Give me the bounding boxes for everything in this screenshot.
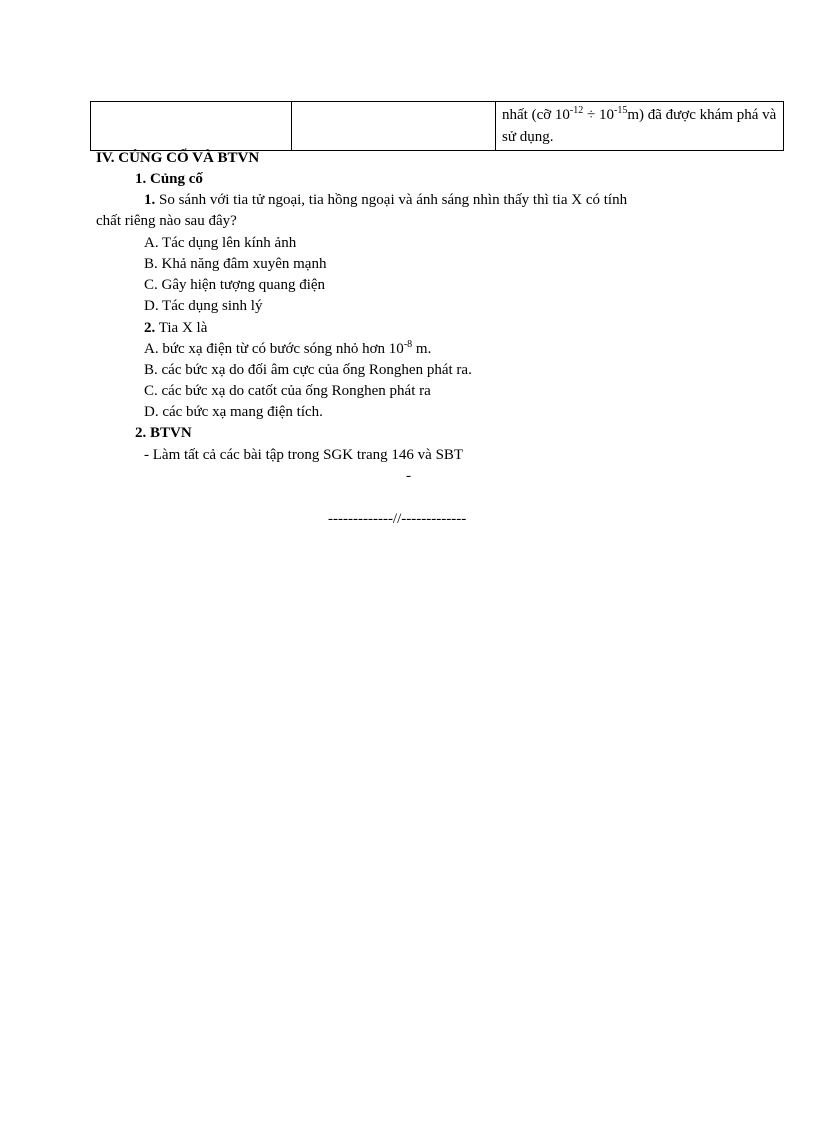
option-a-exponent: -8 [403,339,413,350]
table-cell-1 [91,102,292,151]
question-1-text-line1: So sánh với tia tử ngoại, tia hồng ngoại và ánh sáng nhìn thấy thì tia X có tính [155,192,628,208]
option-a-suffix: m. [412,341,432,357]
cell-text-mid: ÷ 10 [583,107,614,123]
exponent-1: -12 [569,105,584,116]
lesson-table [90,101,784,151]
question-1-option-c: C. Gây hiện tượng quang điện [144,277,326,293]
question-2-option-d: D. các bức xạ mang điện tích. [144,404,323,420]
question-1-option-b: B. Khả năng đâm xuyên mạnh [144,256,327,272]
question-2-option-a [144,339,431,360]
table-cell-3 [496,102,784,151]
question-1-option-d: D. Tác dụng sinh lý [144,298,263,314]
cell-text-suffix: m) đã được khám phá và sử dụng. [502,107,777,145]
homework-heading: 2. BTVN [135,425,192,441]
question-2-text: Tia X là [155,320,208,336]
question-2 [144,318,207,339]
section-heading: IV. CỦNG CỐ VÀ BTVN [96,150,260,166]
homework-dash: - [406,468,411,484]
question-2-option-c: C. các bức xạ do catốt của ống Ronghen phát ra [144,383,431,399]
question-2-option-b: B. các bức xạ do đối âm cực của ống Ronghen phát ra. [144,362,472,378]
question-1-number: 1. [144,192,156,208]
question-1-text-line2: chất riêng nào sau đây? [96,213,237,229]
table-cell-2 [292,102,496,151]
homework-text: - Làm tất cả các bài tập trong SGK trang 146 và SBT [144,447,464,463]
question-1 [144,190,627,211]
consolidation-heading: 1. Củng cố [135,171,203,187]
end-separator: -------------//------------- [328,511,467,527]
question-1-option-a: A. Tác dụng lên kính ảnh [144,235,297,251]
table-row [91,102,784,151]
cell-text-prefix: nhất (cỡ 10 [502,107,570,123]
exponent-2: -15 [614,105,628,116]
option-a-prefix: A. bức xạ điện từ có bước sóng nhỏ hơn 10 [144,341,404,357]
question-2-number: 2. [144,320,156,336]
